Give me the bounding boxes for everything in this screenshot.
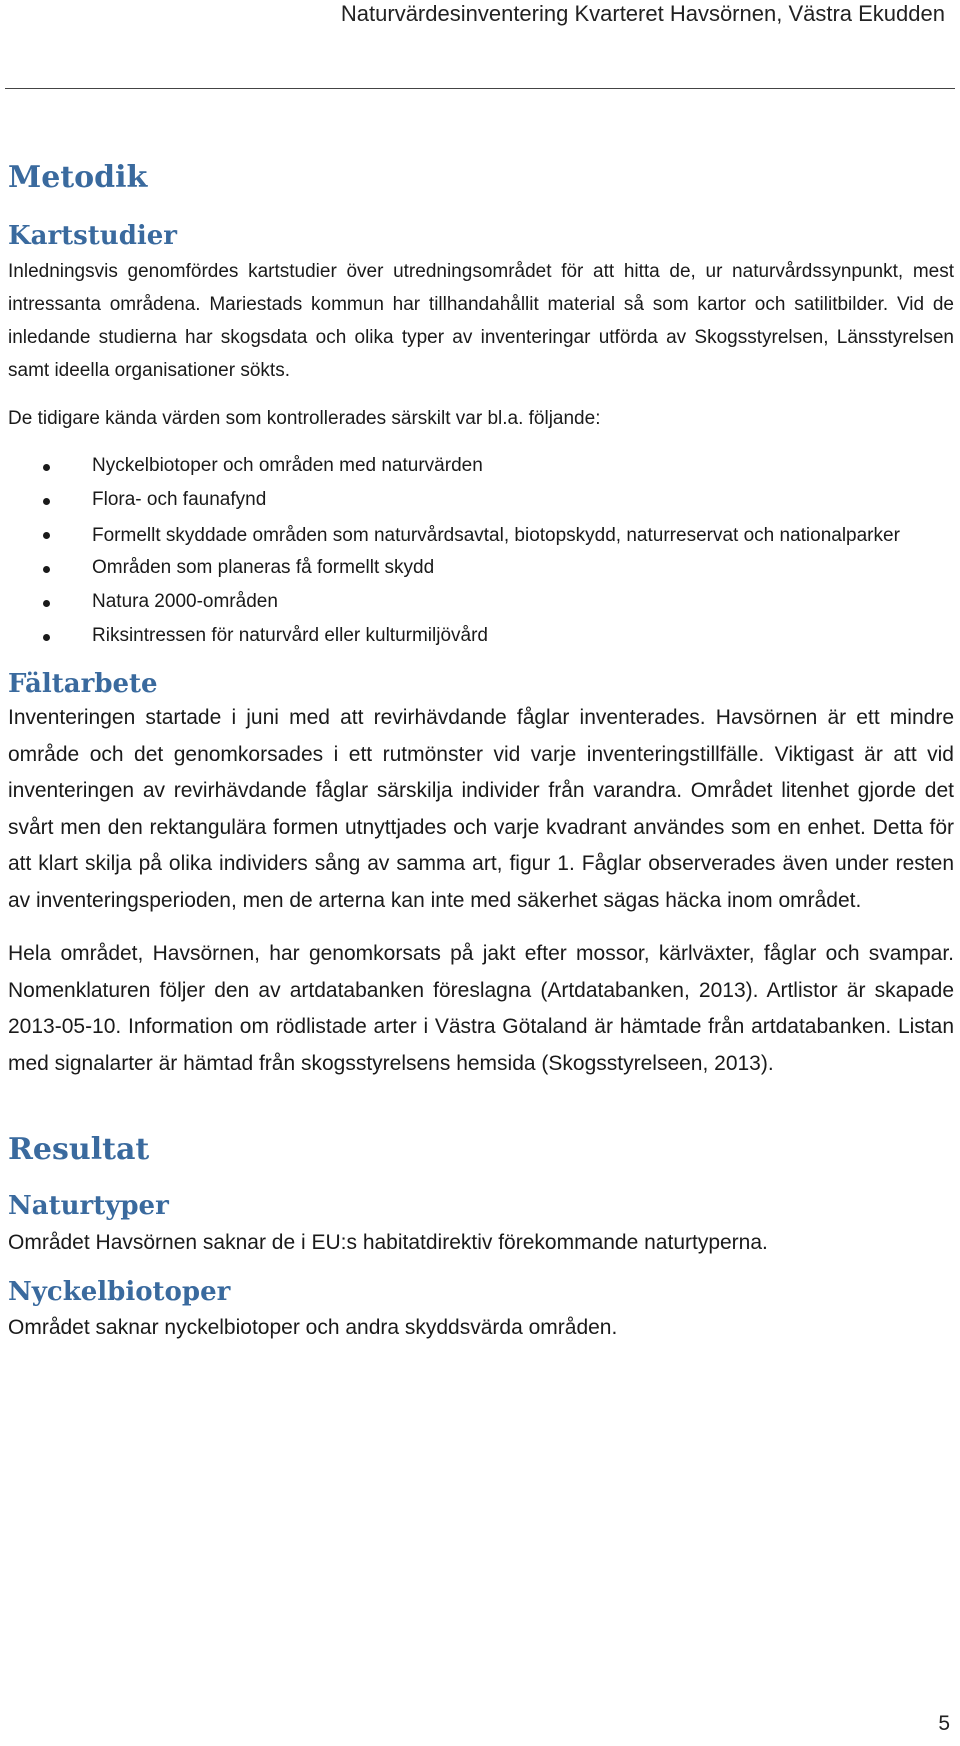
heading-faltarbete: Fältarbete [8,669,158,700]
bullet-icon [43,634,50,641]
values-list [8,449,954,653]
list-item: Riksintressen för naturvård eller kulturmiljövård [8,619,954,653]
header-title: Naturvärdesinventering Kvarteret Havsörnen, Västra Ekudden [340,1,945,26]
bullet-icon [43,532,50,539]
page-header [0,0,960,90]
list-item: Flora- och faunafynd [8,483,954,517]
heading-kartstudier: Kartstudier [8,221,177,251]
list-item: Formellt skyddade områden som naturvårdsavtal, biotopskydd, naturreservat och nationalparker [8,517,954,551]
bullet-icon [43,566,50,573]
list-item: Områden som planeras få formellt skydd [8,551,954,585]
list-item: Nyckelbiotoper och områden med naturvärden [8,449,954,483]
kartstudier-intro: De tidigare kända värden som kontrollerades särskilt var bl.a. följande: [8,408,601,430]
nyckelbiotoper-paragraph: Området saknar nyckelbiotoper och andra skyddsvärda områden. [8,1316,618,1340]
faltarbete-paragraph-1: Inventeringen startade i juni med att revirhävdande fåglar inventerades. Havsörnen är ett mindre område och det genomkorsades i ett rutmönster vid varje inventeringstillfälle. Viktigast är att vid inventeringen av revirhävdande fåglar särskilja individer från varandra. Området litenhet gjorde det svårt men den rektangulära formen utnyttjades och varje kvadrant användes som en enhet. Detta för att klart skilja på olika individers sång av samma art, figur 1. Fåglar observerades även under resten av inventeringsperioden, men de arterna kan inte med säkerhet sägas häcka inom området. [8,706,954,912]
heading-naturtyper: Naturtyper [8,1191,169,1222]
bullet-icon [43,464,50,471]
heading-metodik: Metodik [8,160,148,195]
heading-nyckelbiotoper: Nyckelbiotoper [8,1277,231,1308]
bullet-icon [43,600,50,607]
document-body [8,160,954,1347]
naturtyper-paragraph: Området Havsörnen saknar de i EU:s habitatdirektiv förekommande naturtyperna. [8,1230,768,1254]
page-number: 5 [938,1712,950,1735]
header-rule [5,88,955,89]
kartstudier-paragraph: Inledningsvis genomfördes kartstudier över utredningsområdet för att hitta de, ur naturvårdssynpunkt, mest intressanta områdena. Mariestads kommun har tillhandahållit material så som kartor och satilitbilder. Vid de inledande studierna har skogsdata och olika typer av inventeringar utförda av Skogsstyrelsen, Länsstyrelsen samt ideella organisationer sökts. [8,261,954,382]
heading-resultat: Resultat [8,1132,150,1168]
bullet-icon [43,498,50,505]
list-item: Natura 2000-områden [8,585,954,619]
faltarbete-paragraph-2: Hela området, Havsörnen, har genomkorsats på jakt efter mossor, kärlväxter, fåglar och svampar. Nomenklaturen följer den av artdatabanken föreslagna (Artdatabanken, 2013). Artlistor är skapade 2013-05-10. Information om rödlistade arter i Västra Götaland är hämtade från artdatabanken. Listan med signalarter är hämtad från skogsstyrelsens hemsida (Skogsstyrelseen, 2013). [8,942,954,1075]
